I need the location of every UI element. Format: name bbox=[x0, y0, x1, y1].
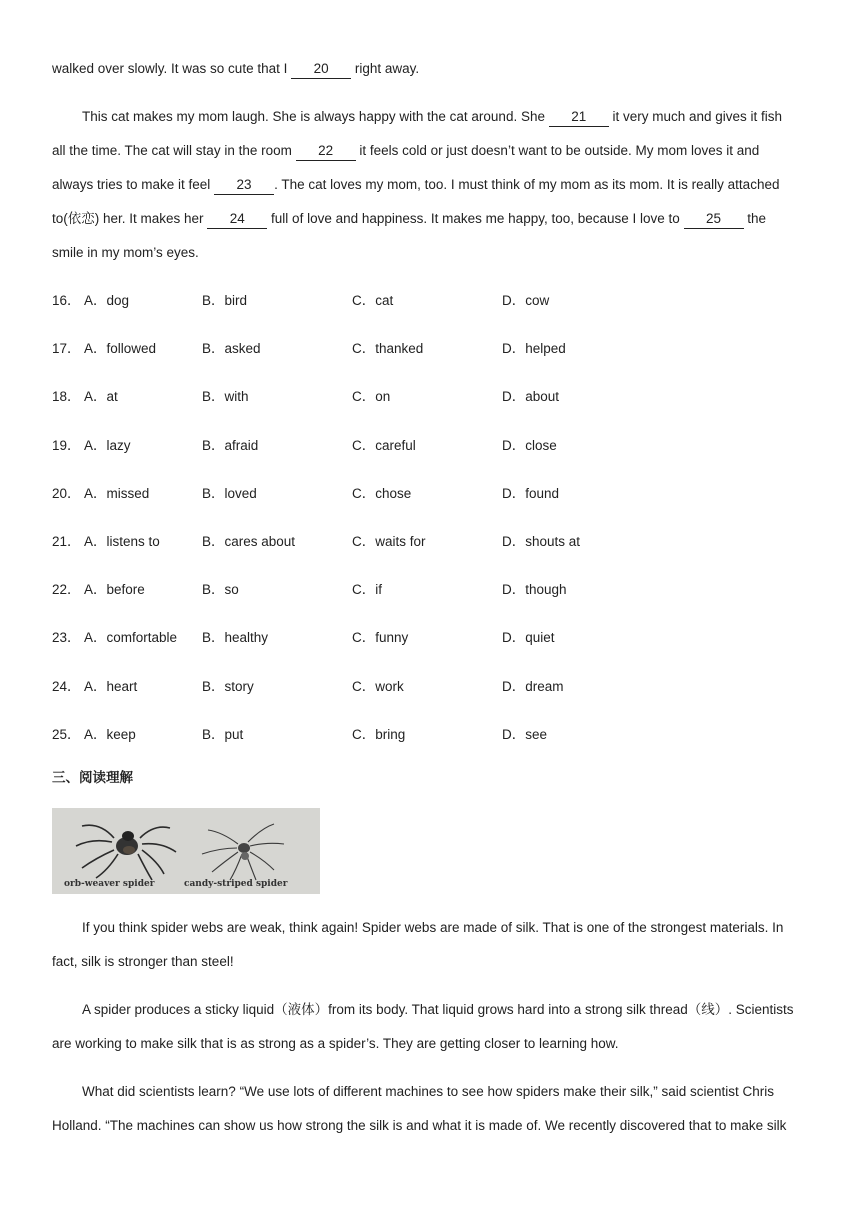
question-number: 24． bbox=[52, 679, 81, 694]
question-number: 16． bbox=[52, 293, 81, 308]
option-b: B．loved bbox=[202, 486, 257, 501]
option-a: A．missed bbox=[84, 486, 150, 501]
caption-candy-striped: candy-striped spider bbox=[184, 879, 288, 889]
question-number: 17． bbox=[52, 341, 81, 356]
option-a: A．dog bbox=[84, 293, 130, 308]
option-b: B．healthy bbox=[202, 630, 269, 645]
option-a: A．before bbox=[84, 582, 145, 597]
passage-line-5: to(依恋) her. It makes her 24 full of love and happiness. It makes me happy, too, because I love to 25 the bbox=[52, 209, 766, 229]
option-b: B．put bbox=[202, 727, 244, 742]
option-c: C．work bbox=[352, 679, 404, 694]
option-a: A．comfortable bbox=[84, 630, 178, 645]
option-d: D．quiet bbox=[502, 630, 555, 645]
reading-p2-line1: A spider produces a sticky liquid（液体）from its body. That liquid grows hard into a strong silk thread（线）. Scientists bbox=[82, 1002, 794, 1017]
option-d: D．see bbox=[502, 727, 548, 742]
option-b: B．bird bbox=[202, 293, 248, 308]
blank-22: 22 bbox=[296, 142, 356, 161]
option-c: C．waits for bbox=[352, 534, 426, 549]
passage-line-1: walked over slowly. It was so cute that I 20 right away. bbox=[52, 59, 419, 79]
option-d: D．dream bbox=[502, 679, 564, 694]
spider-illustration bbox=[52, 808, 320, 894]
blank-24: 24 bbox=[207, 210, 267, 229]
option-b: B．so bbox=[202, 582, 239, 597]
option-c: C．if bbox=[352, 582, 382, 597]
option-c: C．cat bbox=[352, 293, 394, 308]
option-a: A．followed bbox=[84, 341, 157, 356]
passage-line-6: smile in my mom’s eyes. bbox=[52, 245, 199, 260]
question-number: 19． bbox=[52, 438, 81, 453]
option-a: A．at bbox=[84, 389, 118, 404]
option-d: D．though bbox=[502, 582, 567, 597]
option-d: D．helped bbox=[502, 341, 566, 356]
blank-20: 20 bbox=[291, 60, 351, 79]
option-a: A．lazy bbox=[84, 438, 131, 453]
option-b: B．asked bbox=[202, 341, 261, 356]
passage-line-3: all the time. The cat will stay in the room 22 it feels cold or just doesn’t want to be outside. My mom loves it and bbox=[52, 141, 759, 161]
option-c: C．funny bbox=[352, 630, 409, 645]
option-b: B．with bbox=[202, 389, 249, 404]
question-number: 23． bbox=[52, 630, 81, 645]
option-c: C．bring bbox=[352, 727, 406, 742]
option-b: B．story bbox=[202, 679, 254, 694]
reading-p3-line1: What did scientists learn? “We use lots of different machines to see how spiders make their silk,” said scientist Chris bbox=[82, 1084, 775, 1099]
option-b: B．afraid bbox=[202, 438, 259, 453]
reading-p1-line2: fact, silk is stronger than steel! bbox=[52, 954, 234, 969]
option-d: D．shouts at bbox=[502, 534, 581, 549]
reading-p3-line2: Holland. “The machines can show us how strong the silk is and what it is made of. We recently discovered that to make silk bbox=[52, 1118, 787, 1133]
option-a: A．heart bbox=[84, 679, 138, 694]
blank-23: 23 bbox=[214, 176, 274, 195]
option-c: C．thanked bbox=[352, 341, 424, 356]
question-number: 25． bbox=[52, 727, 81, 742]
caption-orb-weaver: orb-weaver spider bbox=[64, 879, 155, 889]
option-d: D．close bbox=[502, 438, 557, 453]
section-title: 三、阅读理解 bbox=[52, 770, 133, 785]
question-number: 21． bbox=[52, 534, 81, 549]
reading-p1-line1: If you think spider webs are weak, think again! Spider webs are made of silk. That is one of the strongest materials. In bbox=[82, 920, 784, 935]
blank-25: 25 bbox=[684, 210, 744, 229]
passage-line-2: This cat makes my mom laugh. She is always happy with the cat around. She 21 it very much and gives it fish bbox=[82, 107, 782, 127]
question-number: 22． bbox=[52, 582, 81, 597]
option-c: C．on bbox=[352, 389, 391, 404]
blank-21: 21 bbox=[549, 108, 609, 127]
question-number: 20． bbox=[52, 486, 81, 501]
reading-p2-line2: are working to make silk that is as strong as a spider’s. They are getting closer to learning how. bbox=[52, 1036, 619, 1051]
option-a: A．keep bbox=[84, 727, 136, 742]
question-number: 18． bbox=[52, 389, 81, 404]
spider-figure bbox=[52, 808, 320, 894]
option-c: C．careful bbox=[352, 438, 416, 453]
option-b: B．cares about bbox=[202, 534, 296, 549]
option-a: A．listens to bbox=[84, 534, 160, 549]
option-c: C．chose bbox=[352, 486, 412, 501]
option-d: D．found bbox=[502, 486, 560, 501]
passage-line-4: always tries to make it feel 23 . The cat loves my mom, too. I must think of my mom as its mom. It is really attached bbox=[52, 175, 779, 195]
option-d: D．cow bbox=[502, 293, 550, 308]
option-d: D．about bbox=[502, 389, 560, 404]
